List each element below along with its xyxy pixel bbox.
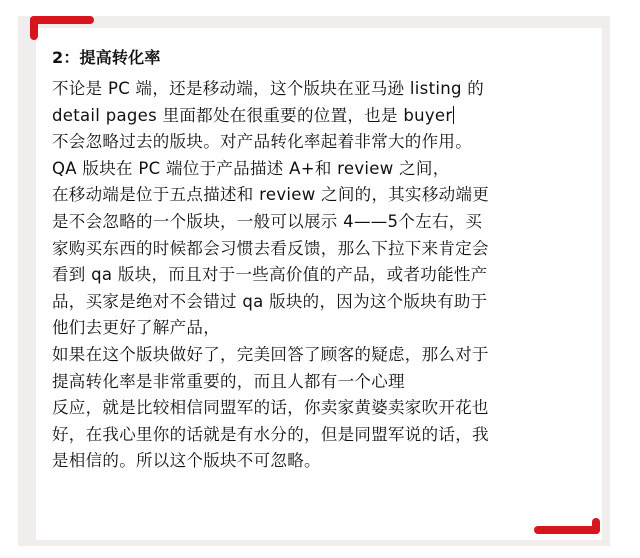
paragraph-line: 不论是 PC 端，还是移动端，这个版块在亚马逊 listing 的: [52, 79, 485, 98]
paragraph-line: 反应，就是比较相信同盟军的话，你卖家黄婆卖家吹开花也: [52, 398, 489, 418]
paragraph-line: 在移动端是位于五点描述和 review 之间的，其实移动端更: [52, 185, 490, 205]
paragraph-line: 家购买东西的时候都会习惯去看反馈，那么下拉下来肯定会: [52, 238, 489, 258]
corner-accent-top-left-horizontal: [30, 16, 94, 24]
paragraph-line: 是不会忽略的一个版块，一般可以展示 4——5个左右，买: [52, 211, 483, 231]
text-cursor: [453, 106, 454, 124]
corner-accent-bottom-right-horizontal: [534, 526, 600, 534]
paragraph-line: 品，买家是绝对不会错过 qa 版块的，因为这个版块有助于: [52, 291, 488, 311]
paragraph-line: 不会忽略过去的版块。对产品转化率起着非常大的作用。: [52, 132, 472, 152]
section-heading: 2：提高转化率: [52, 48, 161, 67]
corner-accent-bottom-right-vertical: [592, 518, 600, 534]
article-content: [52, 46, 586, 475]
paragraph-line: 好，在我心里你的话就是有水分的，但是同盟军说的话，我: [52, 424, 489, 444]
paragraph-line: QA 版块在 PC 端位于产品描述 A+和 review 之间，: [52, 158, 450, 178]
paragraph-line: 如果在这个版块做好了，完美回答了顾客的疑虑，那么对于: [52, 344, 489, 364]
paragraph-line-text: detail pages 里面都处在很重要的位置，也是 buyer: [52, 105, 453, 125]
paragraph-line: 看到 qa 版块，而且对于一些高价值的产品，或者功能性产: [52, 265, 488, 285]
paragraph-line: 提高转化率是非常重要的，而且人都有一个心理: [52, 371, 405, 391]
paragraph-line: 他们去更好了解产品，: [52, 318, 220, 338]
paragraph-line: 是相信的。所以这个版块不可忽略。: [52, 451, 321, 471]
corner-accent-top-left-vertical: [30, 16, 38, 40]
paragraph-line: [52, 103, 586, 130]
